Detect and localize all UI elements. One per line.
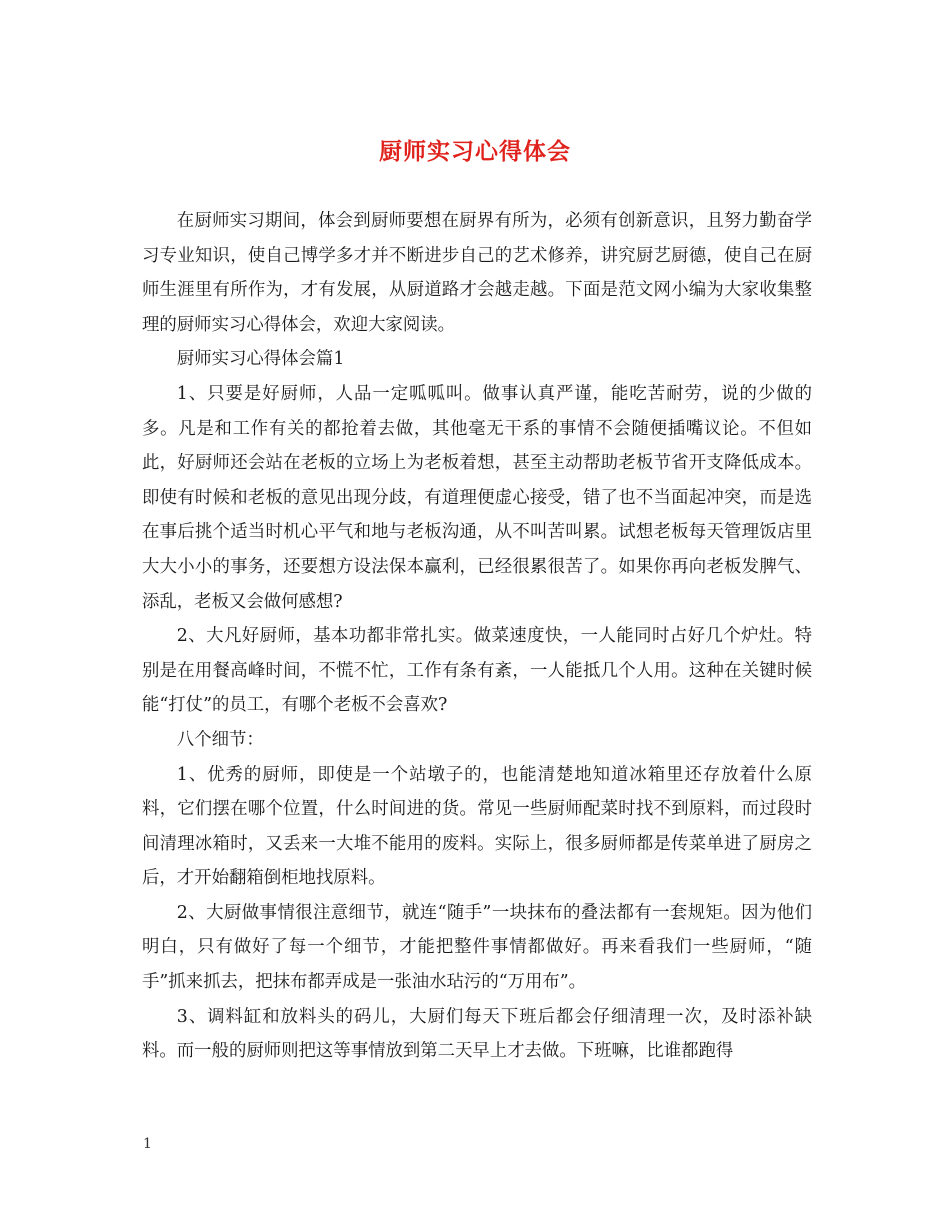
paragraph: 1、只要是好厨师，人品一定呱呱叫。做事认真严谨，能吃苦耐劳，说的少做的多。凡是和工作有关的都抢着去做，其他毫无干系的事情不会随便插嘴议论。不但如此，好厨师还会站在老板的立场上为老板着想，甚至主动帮助老板节省开支降低成本。即使有时候和老板的意见出现分歧，有道理便虚心接受，错了也不当面起冲突，而是选在事后挑个适当时机心平气和地与老板沟通，从不叫苦叫累。试想老板每天管理饭店里大大小小的事务，还要想方设法保本赢利，已经很累很苦了。如果你再向老板发脾气、添乱，老板又会做何感想?: [142, 383, 812, 612]
paragraph: 2、大厨做事情很注意细节，就连“随手”一块抹布的叠法都有一套规矩。因为他们明白，只有做好了每一个细节，才能把整件事情都做好。再来看我们一些厨师，“随手”抓来抓去，把抹布都弄成是一张油水玷污的“万用布”。: [142, 902, 812, 993]
paragraph: 1、优秀的厨师，即使是一个站墩子的，也能清楚地知道冰箱里还存放着什么原料，它们摆在哪个位置，什么时间进的货。常见一些厨师配菜时找不到原料，而过段时间清理冰箱时，又丢来一大堆不能用的废料。实际上，很多厨师都是传菜单进了厨房之后，才开始翻箱倒柜地找原料。: [142, 764, 812, 889]
document-body: [142, 204, 812, 1069]
section-heading: 八个细节：: [176, 729, 264, 750]
paragraph: 3、调料缸和放料头的码儿，大厨们每天下班后都会仔细清理一次，及时添补缺料。而一般的厨师则把这等事情放到第二天早上才去做。下班嘛，比谁都跑得: [142, 1006, 812, 1062]
page-number: 1: [143, 1136, 152, 1152]
document-title: 厨师实习心得体会: [379, 138, 571, 165]
section-heading: 厨师实习心得体会篇1: [176, 349, 345, 370]
paragraph-intro: 在厨师实习期间，体会到厨师要想在厨界有所为，必须有创新意识，且努力勤奋学习专业知识，使自己博学多才并不断进步自己的艺术修养，讲究厨艺厨德，使自己在厨师生涯里有所作为，才有发展，从厨道路才会越走越。下面是范文网小编为大家收集整理的厨师实习心得体会，欢迎大家阅读。: [142, 211, 812, 335]
paragraph: 2、大凡好厨师，基本功都非常扎实。做菜速度快，一人能同时占好几个炉灶。特别是在用餐高峰时间，不慌不忙，工作有条有紊，一人能抵几个人用。这种在关键时候能“打仗”的员工，有哪个老板不会喜欢?: [142, 626, 812, 716]
